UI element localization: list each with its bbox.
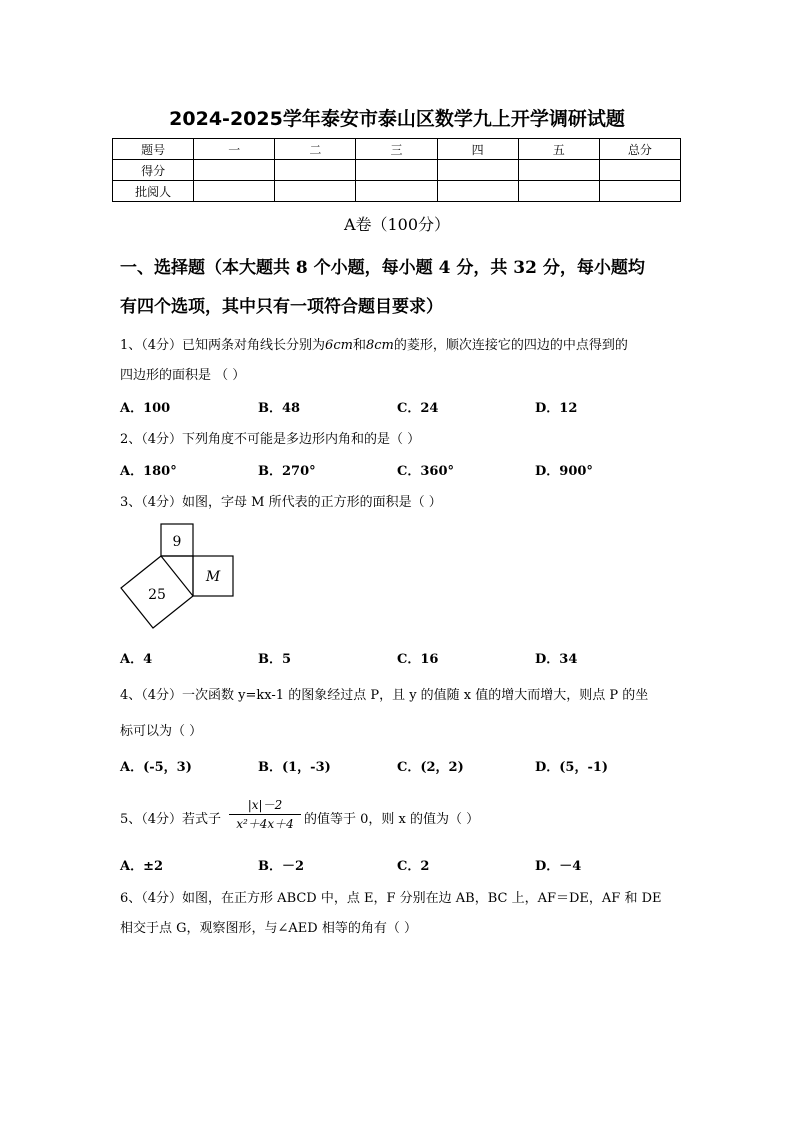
- q3-option-a[interactable]: A．4: [120, 652, 153, 667]
- question-4-line1: 4、（4分）一次函数 y=kx-1 的图象经过点 P，且 y 的值随 x 值的增大而增大，则点 P 的坐: [120, 688, 649, 703]
- q3-option-c[interactable]: C．16: [397, 652, 439, 667]
- question-4-line2: 标可以为（ ）: [120, 724, 203, 739]
- q1-option-a[interactable]: A．100: [120, 401, 171, 416]
- question-1-text: 1、（4分）已知两条对角线长分别为: [120, 338, 326, 353]
- question-1-line1: [120, 334, 628, 353]
- score-table-header: 一: [194, 139, 275, 160]
- score-cell[interactable]: [518, 160, 599, 181]
- score-table-header: 四: [437, 139, 518, 160]
- page-title: 2024-2025学年泰安市泰山区数学九上开学调研试题: [169, 108, 625, 130]
- question-1-text: 的菱形，顺次连接它的四边的中点得到的: [393, 338, 628, 353]
- score-cell[interactable]: [437, 160, 518, 181]
- question-1-text: 和: [352, 338, 366, 353]
- score-table-header: 五: [518, 139, 599, 160]
- question-2-text: 2、（4分）下列角度不可能是多边形内角和的是（ ）: [120, 432, 421, 447]
- q2-option-b[interactable]: B．270°: [258, 464, 316, 479]
- score-cell[interactable]: [275, 181, 356, 202]
- q3-option-b[interactable]: B．5: [258, 652, 292, 667]
- section-heading-line1: 一、选择题（本大题共 8 个小题，每小题 4 分，共 32 分，每小题均: [120, 258, 645, 278]
- q3-option-d[interactable]: D．34: [535, 652, 578, 667]
- q2-option-c[interactable]: C．360°: [397, 464, 454, 479]
- q1-option-b[interactable]: B．48: [258, 401, 301, 416]
- q1-option-c[interactable]: C．24: [397, 401, 439, 416]
- score-table-row: [113, 160, 681, 181]
- question-5-prefix: 5、（4分）若式子: [120, 812, 222, 827]
- score-cell[interactable]: [599, 181, 680, 202]
- question-6-line2: 相交于点 G，观察图形，与∠AED 相等的角有（ ）: [120, 921, 417, 936]
- question-6-line1: 6、（4分）如图，在正方形 ABCD 中，点 E，F 分别在边 AB，BC 上，AF＝DE，AF 和 DE: [120, 891, 662, 906]
- question-1-math: 6cm: [325, 338, 353, 353]
- score-cell[interactable]: [437, 181, 518, 202]
- q4-option-b[interactable]: B．(1，-3): [258, 760, 331, 775]
- score-table-row: [113, 181, 681, 202]
- score-row-label: 得分: [113, 160, 194, 181]
- score-table-header: 总分: [599, 139, 680, 160]
- q4-option-a[interactable]: A．(-5，3): [120, 760, 192, 775]
- q4-option-d[interactable]: D．(5，-1): [535, 760, 609, 775]
- fraction-expression: [229, 796, 301, 833]
- figure-label-9: 9: [172, 534, 182, 550]
- fraction-numerator: |x|－2: [247, 798, 283, 812]
- question-1-math: 8cm: [365, 338, 394, 353]
- q4-option-c[interactable]: C．(2，2): [397, 760, 464, 775]
- q2-option-d[interactable]: D．900°: [535, 464, 593, 479]
- question-3-text: 3、（4分）如图，字母 M 所代表的正方形的面积是（ ）: [120, 495, 442, 510]
- score-table-header: 三: [356, 139, 437, 160]
- score-table: [112, 138, 681, 202]
- figure-label-25: 25: [148, 587, 166, 603]
- fraction-denominator: x²＋4x＋4: [236, 817, 294, 831]
- score-cell[interactable]: [356, 160, 437, 181]
- score-table-header: 题号: [113, 139, 194, 160]
- q1-option-d[interactable]: D．12: [535, 401, 578, 416]
- score-cell[interactable]: [518, 181, 599, 202]
- score-table-header: 二: [275, 139, 356, 160]
- question-1-line2: 四边形的面积是 （ ）: [120, 368, 246, 383]
- squares-figure: [116, 522, 240, 634]
- q2-option-a[interactable]: A．180°: [120, 464, 177, 479]
- score-cell[interactable]: [356, 181, 437, 202]
- q5-option-c[interactable]: C．2: [397, 859, 430, 874]
- section-heading-line2: 有四个选项，其中只有一项符合题目要求）: [120, 297, 443, 317]
- score-table-header-row: [113, 139, 681, 160]
- score-row-label: 批阅人: [113, 181, 194, 202]
- triangle-hint: [161, 556, 233, 596]
- section-a-title: A卷（100分）: [343, 215, 451, 234]
- score-cell[interactable]: [599, 160, 680, 181]
- q5-option-a[interactable]: A．±2: [120, 859, 164, 874]
- score-cell[interactable]: [194, 160, 275, 181]
- q5-option-d[interactable]: D．－4: [535, 859, 582, 874]
- question-5-suffix: 的值等于 0，则 x 的值为（ ）: [304, 812, 480, 827]
- score-cell[interactable]: [275, 160, 356, 181]
- figure-label-m: M: [205, 569, 221, 585]
- score-cell[interactable]: [194, 181, 275, 202]
- q5-option-b[interactable]: B．－2: [258, 859, 305, 874]
